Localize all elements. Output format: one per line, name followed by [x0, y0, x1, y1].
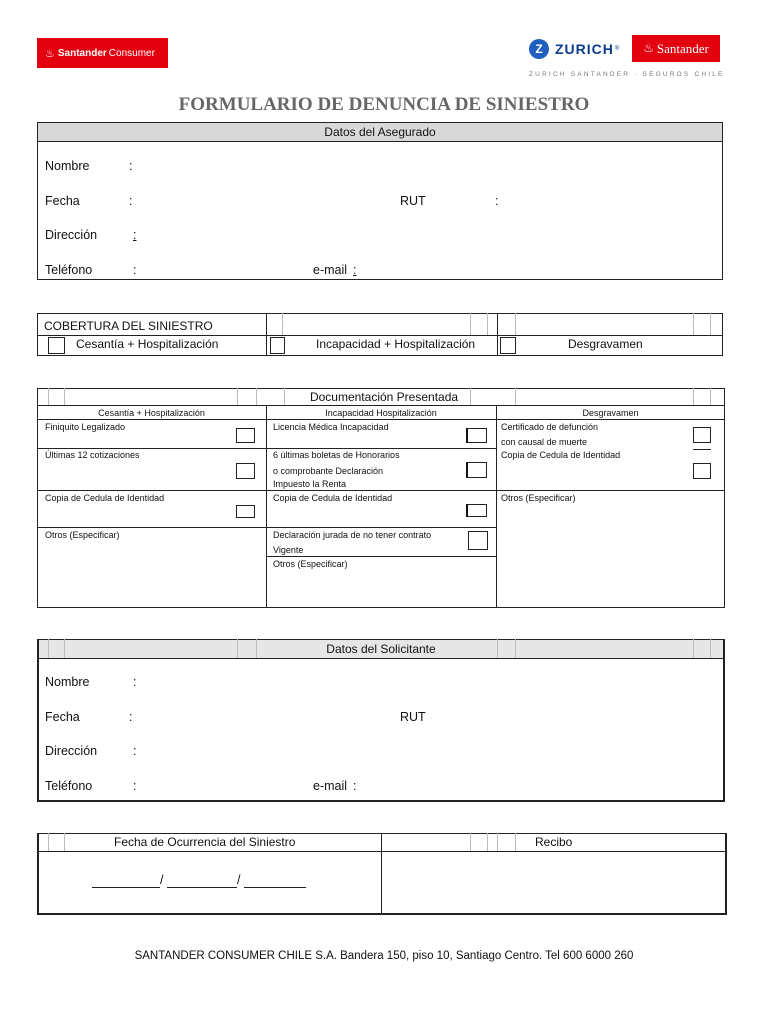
grid-line	[497, 639, 498, 658]
solicitante-header: Datos del Solicitante	[39, 640, 723, 659]
asegurado-email-label: e-mail	[313, 263, 348, 277]
date-separator: /	[160, 873, 164, 887]
declaracion-checkbox[interactable]	[468, 531, 488, 550]
grid-line	[515, 313, 516, 335]
logo-light-text: Consumer	[108, 47, 155, 59]
cobertura-header: COBERTURA DEL SINIESTRO	[44, 319, 213, 333]
doc-item: Otros (Especificar)	[45, 530, 120, 540]
solicitante-telefono-label: Teléfono	[45, 779, 93, 793]
solicitante-nombre-label: Nombre	[45, 675, 90, 689]
desgravamen-checkbox[interactable]	[500, 337, 516, 354]
page-title: FORMULARIO DE DENUNCIA DE SINIESTRO	[178, 94, 590, 115]
colon: :	[495, 194, 499, 208]
asegurado-nombre-label: Nombre	[45, 159, 90, 173]
doc-divider	[37, 419, 725, 420]
finiquito-checkbox[interactable]	[236, 428, 255, 443]
incapacidad-checkbox[interactable]	[270, 337, 285, 354]
cobertura-divider	[37, 335, 723, 336]
doc-col-line	[266, 405, 267, 608]
grid-line	[282, 313, 283, 335]
row-line	[266, 527, 496, 528]
ocurrencia-divider	[37, 851, 727, 852]
santander-logo	[632, 35, 720, 62]
doc-col-line	[496, 405, 497, 608]
cobertura-col-line	[497, 313, 498, 356]
colon: :	[133, 228, 137, 242]
colon: :	[133, 779, 137, 793]
row-line	[37, 490, 266, 491]
ocurrencia-header: Fecha de Ocurrencia del Siniestro	[114, 835, 296, 849]
solicitante-direccion-label: Dirección	[45, 744, 98, 758]
santander-logo-text: Santander	[656, 40, 709, 56]
grid-line	[487, 313, 488, 335]
doc-item: Otros (Especificar)	[273, 559, 348, 569]
solicitante-rut-label: RUT	[400, 710, 426, 724]
doc-item: Finiquito Legalizado	[45, 422, 126, 432]
grid-line	[470, 833, 471, 851]
asegurado-header: Datos del Asegurado	[38, 123, 722, 142]
grid-line	[48, 639, 49, 658]
colon: :	[129, 159, 133, 173]
doc-item: con causal de muerte	[501, 437, 588, 447]
asegurado-telefono-label: Teléfono	[45, 263, 93, 277]
doc-item: Certificado de defunción	[501, 422, 599, 432]
doc-item: Copia de Cedula de Identidad	[273, 493, 393, 503]
grid-line	[515, 833, 516, 851]
solicitante-email-label: e-mail	[313, 779, 348, 793]
ocurrencia-col-line	[381, 833, 382, 915]
grid-line	[48, 833, 49, 851]
grid-line	[64, 833, 65, 851]
doc-item: Copia de Cedula de Identidad	[45, 493, 165, 503]
row-line	[37, 527, 266, 528]
documentacion-header: Documentación Presentada	[309, 390, 459, 404]
asegurado-bottom-line	[37, 279, 723, 280]
doc-item: Copia de Cedula de Identidad	[501, 450, 621, 460]
flame-icon: ♨	[45, 47, 55, 60]
grid-line	[470, 313, 471, 335]
logo-strong-text: Santander	[57, 47, 107, 59]
grid-line	[64, 639, 65, 658]
flame-icon: ♨	[643, 41, 654, 55]
cobertura-option: Incapacidad + Hospitalización	[316, 337, 476, 351]
logo-tagline: ZURICH SANTANDER · SEGUROS CHILE	[529, 71, 725, 78]
row-line	[496, 490, 725, 491]
grid-line	[693, 313, 694, 335]
doc-item: Últimas 12 cotizaciones	[45, 450, 140, 460]
doc-item: o comprobante Declaración	[273, 466, 384, 476]
doc-col-header: Incapacidad Hospitalización	[325, 408, 437, 418]
asegurado-section	[37, 122, 723, 280]
row-line	[266, 490, 496, 491]
date-separator: /	[237, 873, 241, 887]
grid-line	[256, 639, 257, 658]
grid-line	[710, 639, 711, 658]
zurich-mark-icon: Z	[529, 39, 549, 59]
asegurado-rut-label: RUT	[400, 194, 426, 208]
doc-divider	[37, 405, 725, 406]
colon: :	[353, 263, 357, 277]
cobertura-option: Desgravamen	[568, 337, 643, 351]
grid-line	[693, 639, 694, 658]
date-day-line[interactable]	[92, 887, 160, 888]
cedula-checkbox-2[interactable]	[466, 504, 487, 517]
grid-line	[237, 639, 238, 658]
cobertura-option: Cesantía + Hospitalización	[76, 337, 219, 351]
solicitante-section	[37, 639, 725, 802]
doc-item: Impuesto la Renta	[273, 479, 347, 489]
underline	[693, 449, 711, 450]
boletas-checkbox[interactable]	[466, 462, 487, 478]
date-year-line[interactable]	[244, 887, 306, 888]
zurich-logo	[529, 36, 620, 62]
grid-line	[487, 833, 488, 851]
cesantia-checkbox[interactable]	[48, 337, 65, 354]
recibo-header: Recibo	[535, 835, 573, 849]
cobertura-col-line	[266, 313, 267, 356]
row-line	[266, 556, 496, 557]
doc-col-header: Cesantía + Hospitalización	[98, 408, 205, 418]
grid-line	[497, 833, 498, 851]
asegurado-fecha-label: Fecha	[45, 194, 80, 208]
licencia-checkbox[interactable]	[466, 428, 487, 443]
zurich-name: ZURICH	[555, 41, 614, 57]
date-month-line[interactable]	[167, 887, 237, 888]
footer-address: SANTANDER CONSUMER CHILE S.A. Bandera 150, piso 10, Santiago Centro. Tel 600 6000 260	[134, 950, 634, 962]
solicitante-fecha-label: Fecha	[45, 710, 80, 724]
doc-col-header: Desgravamen	[582, 408, 639, 418]
colon: :	[133, 744, 137, 758]
colon: :	[129, 710, 133, 724]
cotizaciones-checkbox[interactable]	[236, 463, 255, 479]
colon: :	[133, 263, 137, 277]
colon: :	[133, 675, 137, 689]
registered-mark: ®	[614, 46, 621, 52]
doc-item: Otros (Especificar)	[501, 493, 576, 503]
colon: :	[129, 194, 133, 208]
doc-item: Vigente	[273, 545, 304, 555]
doc-item: Declaración jurada de no tener contrato	[273, 530, 432, 540]
grid-line	[710, 313, 711, 335]
cedula-checkbox-3[interactable]	[693, 463, 711, 479]
doc-item: 6 últimas boletas de Honorarios	[273, 450, 400, 460]
asegurado-direccion-label: Dirección	[45, 228, 98, 242]
doc-item: Licencia Médica Incapacidad	[273, 422, 389, 432]
certificado-checkbox[interactable]	[693, 427, 711, 443]
colon: :	[353, 779, 357, 793]
cedula-checkbox-1[interactable]	[236, 505, 255, 518]
santander-consumer-logo	[37, 38, 168, 68]
grid-line	[515, 639, 516, 658]
